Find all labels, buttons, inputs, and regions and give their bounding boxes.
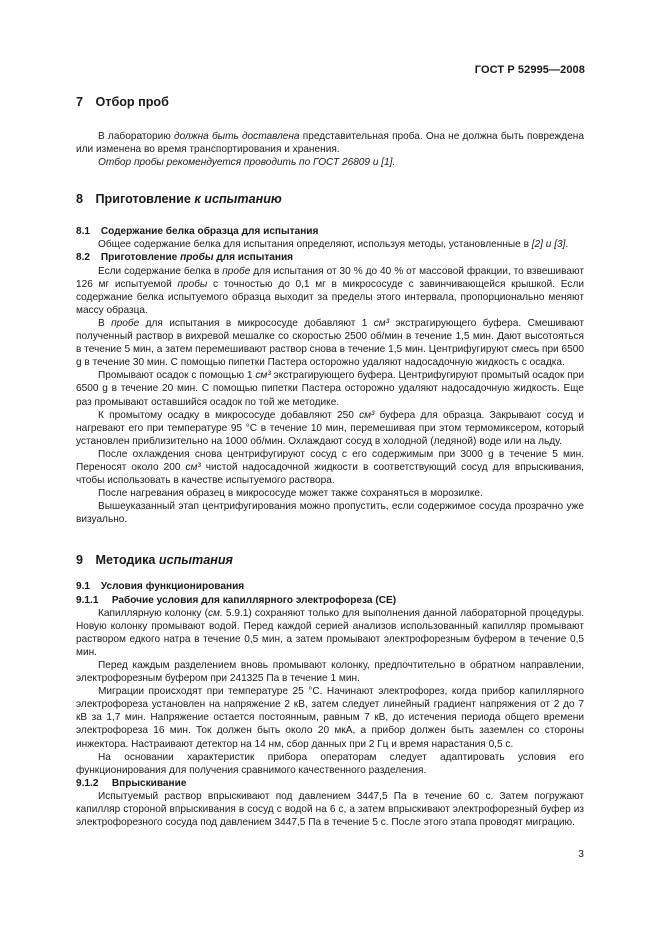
section-title: Отбор проб	[95, 95, 169, 109]
paragraph: Перед каждым разделением вновь промывают колонку, предпочтительно в обратном направлении, электрофорезным буфером при 241325 Па в течение 1 мин.	[76, 660, 584, 685]
subsection-8-1-heading: 8.1 Содержание белка образца для испытания	[76, 226, 319, 238]
section-9-heading	[76, 552, 584, 568]
paragraph: Испытуемый раствор впрыскивают под давлением 3447,5 Па в течение 60 с. Затем погружают капилляр стороной впрыскивания в сосуд с водой на 6 с, а затем впрыскивают электрофорезный буфер из электрофорезного сосуда под давлением 3447,5 Па в течение 5 с. После этого этапа проводят миграцию.	[76, 790, 584, 829]
subsection-8-2-heading: 8.2 Приготовление пробы для испытания	[76, 252, 294, 264]
subsection-9-1-heading: 9.1 Условия функционирования	[76, 581, 245, 593]
paragraph: Общее содержание белка для испытания определяют, используя методы, установленные в [2] и [3].	[98, 239, 569, 251]
paragraph: На основании характеристик прибора операторам следует адаптировать условия его функционирования для получения сравнимого качественного разделения.	[76, 751, 584, 776]
document-number-header: ГОСТ Р 52995—2008	[474, 64, 585, 76]
document-body	[76, 94, 584, 829]
section-7-heading	[76, 94, 584, 110]
paragraph: Отбор пробы рекомендуется проводить по ГОСТ 26809 и [1].	[98, 157, 396, 169]
section-title: Методика испытания	[95, 553, 233, 568]
paragraph: После охлаждения снова центрифугируют сосуд с его содержимым при 3000 g в течение 5 мин. Переносят около 200 см³ чистой надосадочной жидкости в соответствующий сосуд для впрыскивания, чтобы использовать в качестве испытуемого раствора.	[76, 448, 584, 487]
paragraph: Миграции происходят при температуре 25 °С. Начинают электрофорез, когда прибор капиллярного электрофореза установлен на напряжение 2 кВ, затем следует линейный градиент напряжения от 2 до 7 кВ за 1,7 мин. Напряжение остается постоянным, равным 7 кВ, до истечения периода общего времени электрофореза 16 мин. Ток должен быть около 20 мкА, а прибор должен быть заземлен со стороны инжектора. Настраивают детектор на 14 нм, сбор данных при 2 Гц и время нарастания 0,5 с.	[76, 686, 584, 750]
section-title: Приготовление к испытанию	[95, 192, 282, 207]
paragraph: В лабораторию должна быть доставлена представительная проба. Она не должна быть повреждена или изменена во время транспортирования и хранения.	[76, 131, 584, 156]
paragraph: Капиллярную колонку (см. 5.9.1) сохраняют только для выполнения данной лабораторной процедуры. Новую колонку промывают водой. Перед каждой серией анализов использованный капилляр промывают раствором едкого натра в течение 0,5 мин, а затем промывают электрофорезным буфером в течение 0,5 мин.	[76, 607, 584, 658]
paragraph: В пробе для испытания в микрососуде добавляют 1 см³ экстрагирующего буфера. Смешивают полученный раствор в вихревой мешалке со скоростью 2500 об/мин в течение 1,5 мин. Дают высотояться в течение 5 мин, а затем перемешивают раствор снова в течение 1,5 мин. Центрифугируют смесь при 6500 g в течение 30 мин. С помощью пипетки Пастера осторожно удаляют надосадочную жидкость с осадка.	[76, 317, 584, 369]
paragraph: После нагревания образец в микрососуде может также сохраняться в морозилке.	[98, 488, 483, 500]
paragraph: Промывают осадок с помощью 1 см³ экстрагирующего буфера. Центрифугируют промытый осадок при 6500 g в течение 20 мин. С помощью пипетки Пастера осторожно удаляют надосадочную жидкость. Еще раз промывают оставшийся осадок по той же методике.	[76, 370, 585, 408]
subsection-9-1-1-heading: 9.1.1 Рабочие условия для капиллярного электрофореза (СЕ)	[76, 594, 397, 606]
section-number: 7	[76, 95, 84, 109]
section-number: 9	[76, 553, 84, 568]
subsection-9-1-2-heading: 9.1.2 Впрыскивание	[76, 777, 187, 789]
section-number: 8	[76, 192, 84, 207]
page-number: 3	[578, 848, 584, 860]
paragraph: К промытому осадку в микрососуде добавляют 250 см³ буфера для образца. Закрывают сосуд и нагревают его при температуре 95 °С в течение 10 мин, перемешивая при этом термомиксером, который установлен приблизительно на 1000 об/мин. Охлаждают сосуд в холодной (ледяной) воде или на льду.	[76, 409, 584, 447]
paragraph: Вышеуказанный этап центрифугирования можно пропустить, если содержимое сосуда прозрачно уже визуально.	[76, 501, 584, 526]
section-8-heading	[76, 191, 584, 207]
paragraph: Если содержание белка в пробе для испытания от 30 % до 40 % от массовой фракции, то взвешивают 126 мг испытуемой пробы с точностью до 0,1 мг в микрососуде с завинчивающейся крышкой. Если содержание белка испытуемого образца выходит за пределы этого интервала, пропорционально меняют массу образца.	[76, 265, 584, 316]
